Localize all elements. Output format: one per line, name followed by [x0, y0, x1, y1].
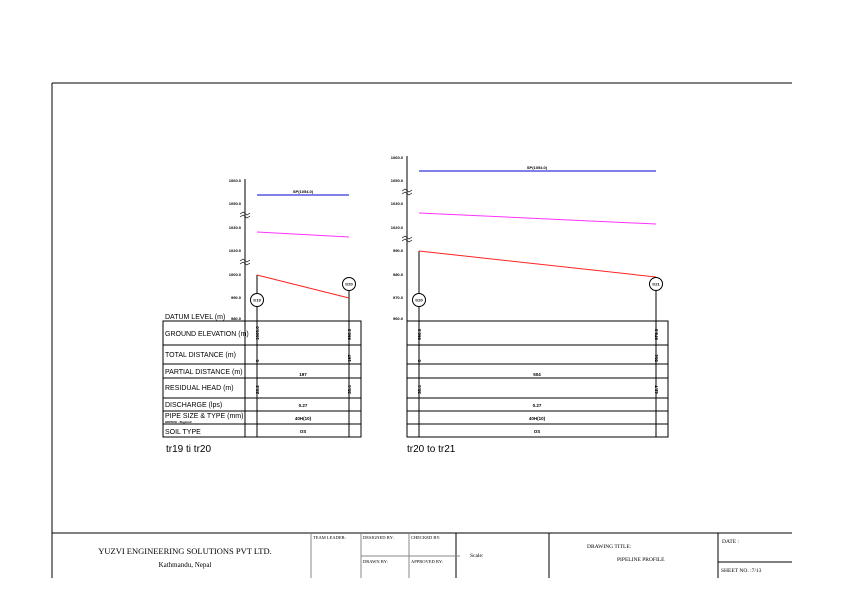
drawing-title: PIPELINE PROFILE — [617, 557, 665, 563]
residual-head-start: 28.2 — [255, 385, 260, 394]
profile-caption: tr20 to tr21 — [407, 444, 456, 455]
sheet-number: SHEET NO. :7/13 — [721, 568, 762, 574]
company-name: YUZVI ENGINEERING SOLUTIONS PVT LTD. — [98, 546, 272, 556]
drawing-title-label: DRAWING TITLE: — [587, 544, 632, 550]
y-tick: 990.0 — [230, 295, 241, 300]
checked-by-label: CHECKED BY: — [411, 535, 441, 540]
discharge-value: 0.27 — [532, 403, 542, 408]
team-leader-label: TEAM LEADER: — [313, 535, 346, 540]
svg-text:tr20: tr20 — [345, 281, 353, 287]
ground-elevation-start: 990.0 — [417, 328, 422, 340]
y-tick: 1030.0 — [390, 201, 403, 206]
profile-tr19-tr20 — [163, 178, 361, 455]
y-tick: 1060.0 — [390, 155, 403, 160]
y-tick: 1030.0 — [228, 225, 241, 230]
partial-distance: 504 — [533, 372, 541, 377]
row-label-soil: SOIL TYPE — [165, 429, 201, 436]
approved-by-label: APPROVED BY: — [411, 559, 443, 564]
date-label: DATE : — [722, 539, 739, 545]
row-label-partial: PARTIAL DISTANCE (m) — [165, 369, 243, 376]
y-tick: 1020.0 — [228, 248, 241, 253]
total-distance-start: 0 — [255, 359, 260, 362]
partial-distance: 197 — [299, 372, 307, 377]
sp-label: SP(1054.0) — [526, 165, 548, 170]
profile-caption: tr19 ti tr20 — [166, 444, 212, 455]
pipe-size-value: 40H(10) — [528, 416, 546, 421]
y-tick: 1000.0 — [228, 272, 241, 277]
ground-profile-line — [257, 275, 349, 298]
y-tick: 1020.0 — [390, 225, 403, 230]
total-distance-start: 0 — [417, 359, 422, 362]
y-tick: 1050.0 — [228, 201, 241, 206]
row-label-datum: DATUM LEVEL (m) — [165, 314, 226, 321]
scale-label: Scale: — [470, 553, 484, 559]
row-label-residual: RESIDUAL HEAD (m) — [165, 385, 234, 392]
node-marker — [413, 294, 426, 307]
node-marker — [343, 278, 356, 291]
profile-tr20-tr21 — [391, 155, 668, 455]
pipe-size-value: 40H(10) — [294, 416, 312, 421]
residual-head-end: 38.4 — [347, 385, 352, 394]
row-label-ground: GROUND ELEVATION (m) — [165, 331, 249, 338]
y-tick: 990.0 — [392, 248, 403, 253]
row-label-pipe: PIPE SIZE & TYPE (mm) — [165, 413, 244, 420]
title-block — [52, 533, 792, 578]
y-tick: 980.0 — [230, 316, 241, 321]
ground-profile-line — [419, 251, 656, 277]
svg-text:tr19: tr19 — [253, 297, 261, 303]
discharge-value: 0.27 — [298, 403, 308, 408]
company-location: Kathmandu, Nepal — [158, 561, 212, 569]
ground-elevation-end: 979.0 — [654, 328, 659, 340]
y-tick: 1050.0 — [390, 178, 403, 183]
node-marker — [251, 294, 264, 307]
ground-elevation-start: 1000.0 — [255, 326, 260, 340]
sp-label: SP(1054.0) — [292, 189, 314, 194]
total-distance-end: 197 — [347, 354, 352, 362]
y-tick: 960.0 — [392, 316, 403, 321]
y-tick: 980.0 — [392, 272, 403, 277]
designed-by-label: DESIGNED BY: — [363, 535, 394, 540]
y-tick: 1060.0 — [228, 178, 241, 183]
svg-text:tr20: tr20 — [415, 297, 423, 303]
residual-head-end: 42.7 — [654, 385, 659, 394]
y-tick: 970.0 — [392, 295, 403, 300]
hydraulic-grade-line — [257, 232, 349, 237]
residual-head-start: 38.4 — [417, 385, 422, 394]
total-distance-end: 504 — [654, 354, 659, 362]
ground-elevation-end: 990.0 — [347, 328, 352, 340]
soil-type-value: OS — [299, 429, 307, 434]
node-marker — [650, 278, 663, 291]
row-label-pipe-sub: HDPE/SI - 6kg/cm2 — [165, 420, 192, 424]
hydraulic-grade-line — [419, 213, 656, 224]
row-label-discharge: DISCHARGE (lps) — [165, 402, 223, 409]
drawn-by-label: DRAWN BY: — [363, 559, 388, 564]
soil-type-value: OS — [533, 429, 541, 434]
svg-text:tr21: tr21 — [652, 281, 660, 287]
row-label-total: TOTAL DISTANCE (m) — [165, 352, 236, 359]
